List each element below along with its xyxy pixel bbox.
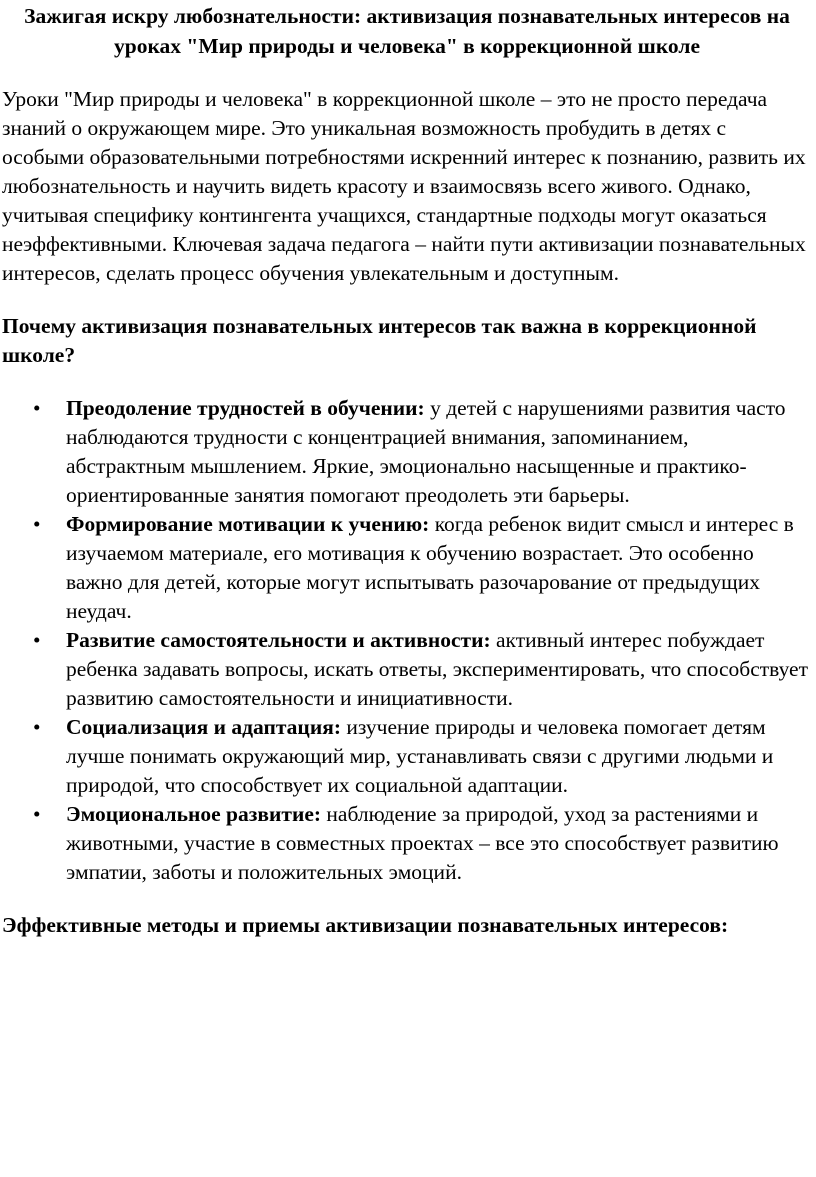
list-item: [2, 800, 812, 887]
list-item-term: Формирование мотивации к учению:: [66, 512, 430, 536]
list-item-term: Развитие самостоятельности и активности:: [66, 628, 491, 652]
list-item-term: Эмоциональное развитие:: [66, 802, 322, 826]
section-heading-methods: Эффективные методы и приемы активизации познавательных интересов:: [2, 913, 729, 937]
benefits-list: [2, 394, 812, 887]
list-item-text: когда ребенок видит смысл и интерес в изучаемом материале, его мотивация к обучению возрастает. Это особенно важно для детей, которые могут испытывать разочарование от предыдущих неудач.: [66, 512, 794, 623]
bullet-icon: •: [33, 628, 41, 652]
list-item: [2, 394, 812, 510]
list-item-text: наблюдение за природой, уход за растениями и животными, участие в совместных проектах – все это способствует развитию эмпатии, заботы и положительных эмоций.: [66, 802, 779, 884]
list-item: [2, 713, 812, 800]
list-item: [2, 510, 812, 626]
bullet-icon: •: [33, 802, 41, 826]
section-heading-why-important: Почему активизация познавательных интересов так важна в коррекционной школе?: [2, 314, 757, 367]
list-item-text: изучение природы и человека помогает детям лучше понимать окружающий мир, устанавливать связи с другими людьми и природой, что способствует их социальной адаптации.: [66, 715, 774, 797]
bullet-icon: •: [33, 512, 41, 536]
bullet-icon: •: [33, 396, 41, 420]
list-item: [2, 626, 812, 713]
list-item-term: Преодоление трудностей в обучении:: [66, 396, 425, 420]
list-item-term: Социализация и адаптация:: [66, 715, 341, 739]
list-item-text: активный интерес побуждает ребенка задавать вопросы, искать ответы, экспериментировать, что способствует развитию самостоятельности и инициативности.: [66, 628, 808, 710]
list-item-text: у детей с нарушениями развития часто наблюдаются трудности с концентрацией внимания, запоминанием, абстрактным мышлением. Яркие, эмоционально насыщенные и практико-ориентированные занятия помогают преодолеть эти барьеры.: [66, 396, 786, 507]
intro-paragraph: Уроки "Мир природы и человека" в коррекционной школе – это не просто передача знаний о окружающем мире. Это уникальная возможность пробудить в детях с особыми образовательными потребностями искренний интерес к познанию, развить их любознательность и научить видеть красоту и взаимосвязь всего живого. Однако, учитывая специфику контингента учащихся, стандартные подходы могут оказаться неэффективными. Ключевая задача педагога – найти пути активизации познавательных интересов, сделать процесс обучения увлекательным и доступным.: [2, 87, 806, 285]
document-title: Зажигая искру любознательности: активизация познавательных интересов на уроках "Мир природы и человека" в коррекционной школе: [24, 4, 790, 58]
bullet-icon: •: [33, 715, 41, 739]
